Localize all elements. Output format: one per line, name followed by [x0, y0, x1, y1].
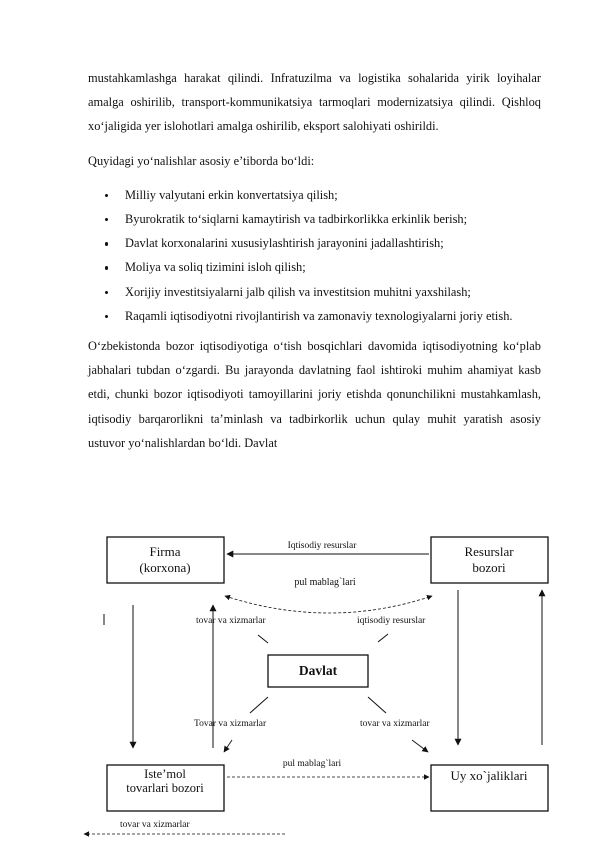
line-state-to-households	[368, 697, 386, 713]
firma-label-sub: (korxona)	[139, 560, 191, 575]
uy-box	[431, 765, 548, 811]
list-item: Milliy valyutani erkin konvertatsiya qilish;	[88, 183, 541, 207]
line-state-to-goods	[250, 697, 268, 713]
paragraph-market-transition: O‘zbekistonda bozor iqtisodiyotiga o‘tish bosqichlari davomida iqtisodiyotning ko‘plab jabhalari tubdan o‘zgardi. Bu jarayonda davlatning faol ishtiroki muhim ahamiyat kasb etdi, chunki bozor iqtisodiyoti tamoyillarini joriy etishda qonunchilikni mustahkamlash, iqtisodiy barqarorlikni ta’minlash va tadbirkorlik uchun qulay muhit yaratish asosiy ustuvor yo‘nalishlardan bo‘ldi. Davlat	[88, 339, 541, 450]
label-pul-bottom: pul mablag`lari	[282, 759, 342, 769]
label-tovar-left-top: tovar va xizmarlar	[196, 616, 266, 626]
uy-label: Uy xo`jaliklari	[450, 768, 528, 783]
istemol-label: Iste’mol	[144, 767, 186, 781]
list-item: Byurokratik to‘siqlarni kamaytirish va tadbirkorlikka erkinlik berish;	[88, 207, 541, 231]
list-item: Raqamli iqtisodiyotni rivojlantirish va zamonaviy texnologiyalarni joriy etish.	[88, 304, 541, 328]
directions-list	[88, 183, 541, 328]
line-resources-to-state	[378, 634, 388, 642]
label-tovar-left-bottom: Tovar va xizmarlar	[194, 719, 267, 729]
label-iqtisodiy-resurslar-top: Iqtisodiy resurslar	[287, 541, 357, 551]
list-item: Xorijiy investitsiyalarni jalb qilish va investitsion muhitni yaxshilash;	[88, 280, 541, 304]
resurslar-label: Resurslar	[464, 544, 514, 559]
label-tovar-right-bottom: tovar va xizmarlar	[360, 719, 430, 729]
istemol-box	[107, 765, 224, 811]
resurslar-box	[431, 537, 548, 583]
istemol-label-sub: tovarlari bozori	[126, 781, 204, 795]
list-item: Davlat korxonalarini xususiylashtirish jarayonini jadallashtirish;	[88, 231, 541, 255]
list-item: Moliya va soliq tizimini isloh qilish;	[88, 255, 541, 279]
label-tovar-bottom: tovar va xizmarlar	[120, 820, 190, 830]
paragraph-directions-intro: Quyidagi yo‘nalishlar asosiy e’tiborda bo‘ldi:	[88, 153, 315, 168]
arrow-to-goods-market	[224, 740, 232, 752]
label-iqtisodiy-right: iqtisodiy resurslar	[357, 616, 426, 626]
label-pul-top: pul mablag`lari	[294, 577, 356, 588]
economic-flow-diagram	[0, 530, 595, 842]
arrow-money-top	[225, 596, 432, 613]
firma-label: Firma	[149, 544, 181, 559]
paragraph-infrastructure: mustahkamlashga harakat qilindi. Infratuzilma va logistika sohalarida yirik loyihalar amalga oshirilib, transport-kommunikatsiya tarmoqlari modernizatsiya qilindi. Qishloq xo‘jaligida yer islohotlari amalga oshirilib, eksport salohiyati oshirildi.	[88, 71, 541, 134]
firma-box	[107, 537, 224, 583]
davlat-label: Davlat	[298, 663, 338, 678]
resurslar-label-sub: bozori	[472, 560, 506, 575]
arrow-to-households	[412, 740, 428, 752]
line-firm-to-state	[258, 635, 268, 643]
text-body	[88, 66, 541, 455]
davlat-box	[268, 655, 368, 687]
